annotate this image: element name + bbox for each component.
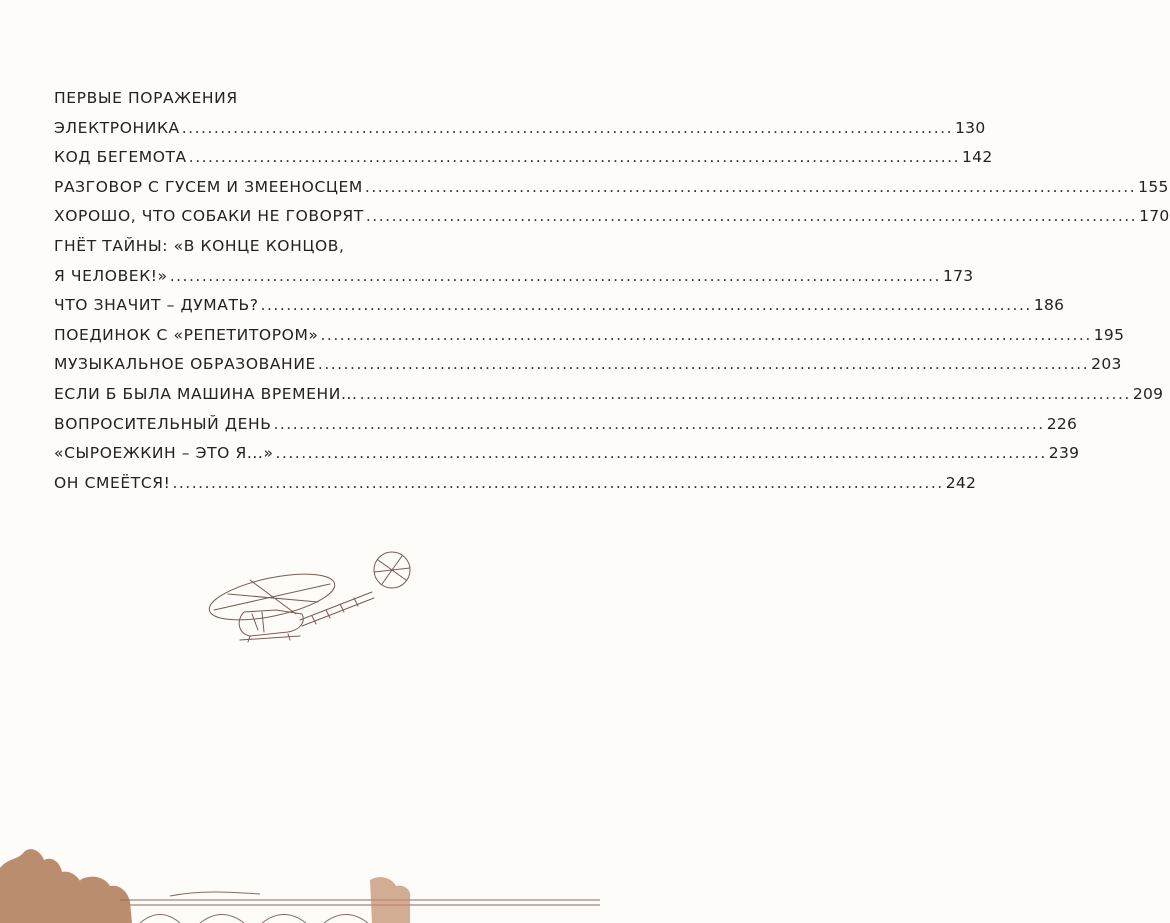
toc-entry-title: КОД БЕГЕМОТА xyxy=(54,148,187,167)
toc-entry-page: 142 xyxy=(962,148,993,167)
toc-leader-dots: ........................................................................................................................ xyxy=(364,177,1137,196)
toc-entry-page: 170 xyxy=(1139,207,1170,226)
toc-entry-title: ЭЛЕКТРОНИКА xyxy=(54,118,180,137)
toc-leader-dots: ........................................................................................................................ xyxy=(181,118,953,137)
toc-entry-title: ОН СМЕЁТСЯ! xyxy=(54,473,171,492)
toc-entry-title: ПЕРВЫЕ ПОРАЖЕНИЯ xyxy=(54,89,238,107)
toc-leader-dots: ........................................................................................................................ xyxy=(169,266,941,285)
toc-entry-title: ГНЁТ ТАЙНЫ: «В КОНЦЕ КОНЦОВ, xyxy=(54,236,345,255)
toc-entry-title: ПОЕДИНОК С «РЕПЕТИТОРОМ» xyxy=(54,325,319,344)
toc-entry-page: 242 xyxy=(945,473,977,492)
toc-entry-title: МУЗЫКАЛЬНОЕ ОБРАЗОВАНИЕ xyxy=(54,355,316,374)
toc-entry-title: ВОПРОСИТЕЛЬНЫЙ ДЕНЬ xyxy=(54,414,272,433)
toc-entry-page: 173 xyxy=(942,266,974,285)
toc-entry-page: 203 xyxy=(1091,355,1122,374)
toc-entry-page: 195 xyxy=(1093,325,1125,344)
toc-leader-dots: ........................................................................................................................ xyxy=(273,414,1045,433)
toc-leader-dots: ........................................................................................................................ xyxy=(260,296,1032,315)
toc-leader-dots: ........................................................................................................................ xyxy=(275,444,1047,463)
toc-leader-dots: ........................................................................................................................ xyxy=(317,355,1090,374)
toc-entry-title: РАЗГОВОР С ГУСЕМ И ЗМЕЕНОСЦЕМ xyxy=(54,177,363,196)
toc-entry-title: Я ЧЕЛОВЕК!» xyxy=(54,266,168,285)
toc-entry-page: 209 xyxy=(1132,384,1164,403)
toc-entry-page: 155 xyxy=(1138,177,1169,196)
toc-entry-title: ЕСЛИ Б БЫЛА МАШИНА ВРЕМЕНИ... xyxy=(54,384,358,403)
toc-entry-page: 186 xyxy=(1033,296,1065,315)
toc-entry-page: 226 xyxy=(1046,414,1078,433)
toc-leader-dots: ........................................................................................................................ xyxy=(365,207,1138,226)
toc-leader-dots: ........................................................................................................................ xyxy=(188,148,961,167)
toc-leader-dots: ........................................................................................................................ xyxy=(320,325,1092,344)
toc-entry-page: 130 xyxy=(955,118,986,137)
toc-entry-title: ХОРОШО, ЧТО СОБАКИ НЕ ГОВОРЯТ xyxy=(54,207,364,226)
toc-leader-dots: ........................................................................................................................ xyxy=(359,384,1131,403)
toc-entry-title: «СЫРОЕЖКИН – ЭТО Я...» xyxy=(54,444,274,463)
toc-entry-page: 239 xyxy=(1048,444,1080,463)
toc-entry-title: ЧТО ЗНАЧИТ – ДУМАТЬ? xyxy=(54,296,259,315)
toc-leader-dots: ........................................................................................................................ xyxy=(172,473,944,492)
